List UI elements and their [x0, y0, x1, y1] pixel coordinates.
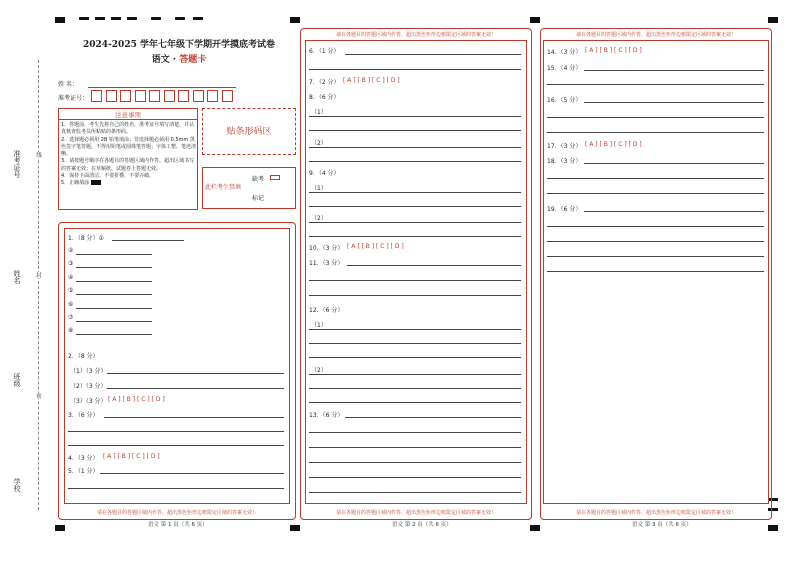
exam-no-digit-box[interactable] [193, 90, 204, 102]
q1-sub-label: ③ [68, 260, 74, 268]
subtitle-subject: 语文 · [151, 55, 180, 65]
notice-item: 3．请按题号顺序在各题目的答题区域内作答，超出区域书写的答案无效；在草稿纸、试题卷上答题无效。 [61, 158, 195, 172]
answer-line[interactable] [547, 241, 764, 242]
mark-label: 标记 [252, 195, 265, 202]
q1-sub-label: ④ [68, 273, 74, 281]
binding-line-char: 线 [35, 152, 41, 158]
q19-label: 19．（6 分） [547, 206, 582, 213]
alignment-mark [111, 17, 121, 20]
q9-1-label: （1） [311, 185, 327, 192]
q8-2-label: （2） [311, 140, 327, 147]
notice-item: 2．选择题必须用 2B 铅笔填涂；非选择题必须用 0.5mm 黑色签字笔答题，不得用铅笔或圆珠笔答题；字体工整、笔迹清晰。 [61, 136, 197, 158]
q10-options[interactable]: [ A ] [ B ] [ C ] [ D ] [347, 243, 404, 250]
q9-2-label: （2） [311, 215, 327, 222]
answer-line[interactable] [68, 431, 284, 432]
q4-options[interactable]: [ A ] [ B ] [ C ] [ D ] [103, 453, 160, 460]
answer-line[interactable] [104, 417, 284, 418]
absent-label: 缺考 [252, 176, 265, 183]
q7-label: 7．（2 分） [309, 79, 340, 86]
binding-seal-char: 封 [35, 272, 41, 278]
page-footer-1: 语文 第 1 页（共 6 页） [148, 522, 208, 528]
q1-sub-label: ⑥ [68, 300, 74, 308]
answer-line[interactable] [68, 445, 284, 446]
page-subtitle [64, 52, 294, 65]
absent-prohibit-label: 此栏考生禁填 [205, 184, 242, 191]
subtitle-answer-card: 答题卡 [179, 55, 207, 65]
q3-label: 3．（6 分） [68, 412, 99, 419]
page-footer-2: 语文 第 2 页（共 6 页） [392, 522, 452, 528]
answer-line[interactable] [547, 193, 764, 194]
alignment-mark [95, 17, 105, 20]
exam-no-label: 准考证号： [58, 95, 89, 102]
q5-label: 5．（1 分） [68, 468, 99, 475]
q2-3-label: （3）（3 分） [70, 398, 107, 405]
exam-no-digit-box[interactable] [178, 90, 189, 102]
notice-item: 1．答题前，考生先将自己的姓名，准考证号填写清楚，并认真核查监考员所粘贴的条形码。 [61, 122, 195, 136]
q2-3-options[interactable]: [ A ] [ B ] [ C ] [ D ] [108, 396, 165, 403]
answer-line[interactable] [345, 417, 521, 418]
name-field[interactable] [88, 87, 236, 88]
answer-line[interactable] [309, 236, 521, 237]
q16-label: 16．（5 分） [547, 97, 582, 104]
notice-item: 4．保持卡面清洁，不要折叠，不要弄破。 [61, 173, 155, 180]
q14-options[interactable]: [ A ] [ B ] [ C ] [ D ] [585, 47, 642, 54]
answer-line[interactable] [309, 477, 521, 478]
exam-no-digit-box[interactable] [164, 90, 175, 102]
answer-line[interactable] [309, 357, 521, 358]
answer-line[interactable] [345, 54, 521, 55]
answer-line[interactable] [584, 211, 764, 212]
exam-no-digit-box[interactable] [207, 90, 218, 102]
barcode-label: 贴条形码区 [226, 127, 272, 137]
exam-no-digit-box[interactable] [222, 90, 233, 102]
answer-line[interactable] [547, 226, 764, 227]
warning-col3-top: 请在各题目的答题区域内作答，超出黑色矩形边框限定区域的答案无效！ [575, 32, 736, 38]
answer-line[interactable] [309, 329, 521, 330]
exam-no-digit-box[interactable] [135, 90, 146, 102]
answer-line[interactable] [547, 178, 764, 179]
q7-options[interactable]: [ A ] [ B ] [ C ] [ D ] [343, 77, 400, 84]
alignment-mark [79, 17, 89, 20]
answer-line[interactable] [309, 147, 521, 148]
q8-1-label: （1） [311, 109, 327, 116]
q9-label: 9．（4 分） [309, 170, 340, 177]
answer-line[interactable] [309, 130, 521, 131]
answer-line[interactable] [76, 267, 152, 268]
q1-label: 1．（8 分）① [68, 235, 104, 242]
answer-line[interactable] [112, 240, 184, 241]
answer-line[interactable] [309, 161, 521, 162]
q1-sub-label: ⑤ [68, 287, 74, 295]
name-label: 姓 名： [58, 81, 78, 88]
example-label: 5．正确填涂 [61, 180, 90, 187]
answer-line[interactable] [100, 473, 284, 474]
answer-line[interactable] [309, 492, 521, 493]
alignment-mark [55, 525, 65, 531]
answer-line[interactable] [309, 69, 521, 70]
answer-line[interactable] [309, 222, 521, 223]
answer-line[interactable] [547, 132, 764, 133]
alignment-mark [127, 17, 137, 20]
q11-label: 11．（3 分） [309, 260, 344, 267]
q12-2-label: （2） [311, 367, 327, 374]
answer-line[interactable] [107, 388, 284, 389]
absent-checkbox[interactable] [270, 175, 280, 180]
page-footer-3: 语文 第 3 页（共 6 页） [632, 522, 692, 528]
notice-items [61, 122, 196, 188]
q8-label: 8．（6 分） [309, 94, 340, 101]
q15-label: 15．（4 分） [547, 65, 582, 72]
warning-col2-bottom: 请在各题目的答题区域内作答，超出黑色矩形边框限定区域的答案无效！ [335, 510, 496, 516]
answer-line[interactable] [309, 462, 521, 463]
exam-no-digit-box[interactable] [120, 90, 131, 102]
answer-line[interactable] [584, 70, 764, 71]
answer-line[interactable] [309, 206, 521, 207]
exam-no-digit-box[interactable] [91, 90, 102, 102]
notice-title: 注意事项 [115, 111, 141, 119]
answer-line[interactable] [584, 163, 764, 164]
binding-name-label: 姓名 [13, 270, 21, 284]
answer-line[interactable] [547, 271, 764, 272]
answer-line[interactable] [76, 308, 152, 309]
binding-dashed-line [38, 60, 39, 510]
page-title: 2024-2025 学年七年级下学期开学摸底考试卷 [83, 40, 275, 50]
answer-line[interactable] [309, 192, 521, 193]
binding-secret-char: 密 [35, 393, 41, 399]
answer-line[interactable] [547, 84, 764, 85]
q13-label: 13．（6 分） [309, 412, 344, 419]
q2-2-label: （2）（3 分） [70, 383, 107, 390]
filled-example-mark [91, 180, 101, 185]
answer-line[interactable] [68, 488, 284, 489]
q17-label: 17．（3 分） [547, 143, 582, 150]
alignment-mark [768, 17, 778, 23]
q6-label: 6．（1 分） [309, 48, 340, 55]
q1-sub-label: ⑦ [68, 314, 74, 321]
alignment-mark [290, 17, 300, 23]
answer-line[interactable] [76, 294, 152, 295]
answer-line[interactable] [76, 334, 152, 335]
alignment-mark [530, 525, 540, 531]
answer-line[interactable] [547, 256, 764, 257]
answer-line[interactable] [309, 402, 521, 403]
q4-label: 4．（3 分） [68, 455, 99, 462]
answer-line[interactable] [309, 116, 521, 117]
alignment-mark [290, 525, 300, 531]
warning-col2-top: 请在各题目的答题区域内作答，超出黑色矩形边框限定区域的答案无效！ [335, 32, 496, 38]
answer-area-col2 [305, 40, 527, 504]
exam-no-digit-box[interactable] [149, 90, 160, 102]
q1-sub-label: ② [68, 247, 74, 254]
q17-options[interactable]: [ A ] [ B ] [ C ] [ D ] [585, 141, 642, 148]
answer-line[interactable] [309, 432, 521, 433]
alignment-mark [175, 17, 185, 20]
answer-line[interactable] [107, 373, 284, 374]
alignment-mark [530, 17, 540, 23]
q14-label: 14．（3 分） [547, 49, 582, 56]
q18-label: 18．（3 分） [547, 158, 582, 165]
q12-1-label: （1） [311, 322, 327, 329]
answer-line[interactable] [309, 388, 521, 389]
answer-area-col3 [543, 40, 769, 504]
answer-line[interactable] [347, 265, 521, 266]
binding-class-label: 班级 [13, 373, 21, 387]
q1-sub-label: ⑧ [68, 327, 74, 335]
alignment-mark [193, 17, 203, 20]
answer-line[interactable] [76, 321, 152, 322]
answer-line[interactable] [584, 102, 764, 103]
exam-no-digit-box[interactable] [106, 90, 117, 102]
notice-example [61, 180, 196, 187]
binding-school-label: 学校 [13, 478, 21, 492]
answer-line[interactable] [547, 117, 764, 118]
answer-line[interactable] [309, 374, 521, 375]
answer-line[interactable] [309, 343, 521, 344]
alignment-mark [55, 17, 65, 23]
q2-1-label: （1）（3 分） [70, 368, 107, 375]
alignment-mark [151, 17, 161, 20]
warning-col1: 请在各题目的答题区域内作答，超出黑色矩形边框限定区域的答案无效！ [96, 510, 257, 516]
answer-line[interactable] [309, 447, 521, 448]
alignment-mark [768, 525, 778, 531]
warning-col3-bottom: 请在各题目的答题区域内作答，超出黑色矩形边框限定区域的答案无效！ [575, 510, 736, 516]
answer-line[interactable] [76, 281, 152, 282]
q12-label: 12．（6 分） [309, 307, 344, 314]
notice-divider [58, 119, 198, 120]
answer-line[interactable] [309, 280, 521, 281]
q10-label: 10．（3 分） [309, 245, 344, 252]
answer-line[interactable] [309, 295, 521, 296]
binding-exam-no-label: 准考证号 [13, 150, 21, 178]
answer-line[interactable] [76, 254, 152, 255]
q2-label: 2．（8 分） [68, 353, 99, 360]
